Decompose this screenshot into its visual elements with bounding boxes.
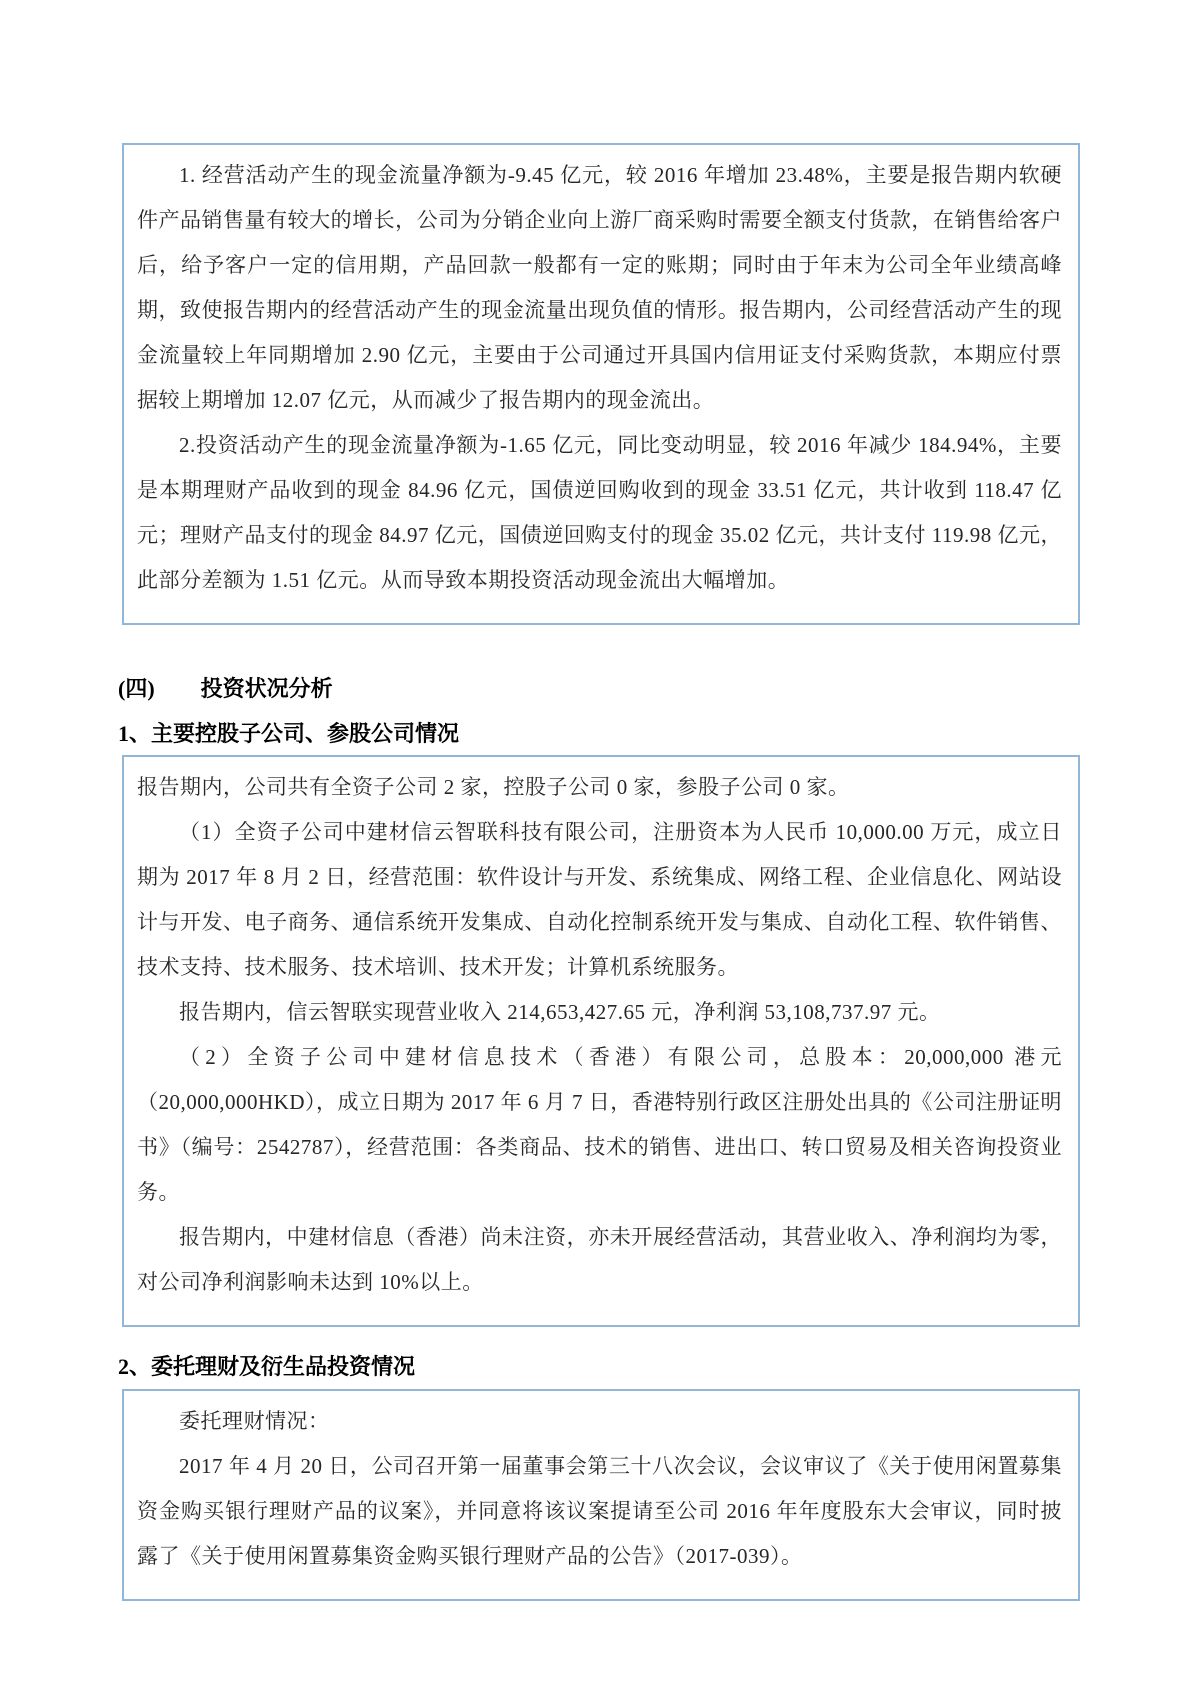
subsidiaries-subsection-heading: 1、主要控股子公司、参股公司情况: [118, 721, 460, 746]
section-number: (四): [118, 676, 155, 701]
spacer: [122, 1380, 1080, 1389]
subsidiary-2-paragraph: （2）全资子公司中建材信息技术（香港）有限公司，总股本：20,000,000 港元（20,000,000HKD），成立日期为 2017 年 6 月 7 日，香港特别行政区注册处出具的《公司注册证明书》（编号：2542787），经营范围：各类商品、技术的销售、进出口、转口贸易及相关咨询投资业务。: [137, 1045, 1062, 1204]
investing-cash-flow-paragraph: 2.投资活动产生的现金流量净额为-1.65 亿元，同比变动明显，较 2016 年减少 184.94%，主要是本期理财产品收到的现金 84.96 亿元，国债逆回购收到的现金 33.51 亿元，共计收到 118.47 亿元；理财产品支付的现金 84.97 亿元，国债逆回购支付的现金 35.02 亿元，共计支付 119.98 亿元，此部分差额为 1.51 亿元。从而导致本期投资活动现金流出大幅增加。: [137, 433, 1062, 592]
subsidiary-1-paragraph: （1）全资子公司中建材信云智联科技有限公司，注册资本为人民币 10,000.00 万元，成立日期为 2017 年 8 月 2 日，经营范围：软件设计与开发、系统集成、网络工程、企业信息化、网站设计与开发、电子商务、通信系统开发集成、自动化控制系统开发与集成、自动化工程、软件销售、技术支持、技术服务、技术培训、技术开发；计算机系统服务。: [137, 820, 1062, 979]
subsidiaries-box: [122, 755, 1080, 1327]
spacer: [122, 747, 1080, 755]
investment-analysis-section-heading: [118, 675, 1080, 703]
entrusted-wealth-board-meeting-paragraph: 2017 年 4 月 20 日，公司召开第一届董事会第三十八次会议，会议审议了《关于使用闲置募集资金购买银行理财产品的议案》，并同意将该议案提请至公司 2016 年年度股东大会审议，同时披露了《关于使用闲置募集资金购买银行理财产品的公告》（2017-039）。: [137, 1454, 1062, 1568]
operating-cash-flow-paragraph: 1. 经营活动产生的现金流量净额为-9.45 亿元，较 2016 年增加 23.48%，主要是报告期内软硬件产品销售量有较大的增长，公司为分销企业向上游厂商采购时需要全额支付货款，在销售给客户后，给予客户一定的信用期，产品回款一般都有一定的账期；同时由于年末为公司全年业绩高峰期，致使报告期内的经营活动产生的现金流量出现负值的情形。报告期内，公司经营活动产生的现金流量较上年同期增加 2.90 亿元，主要由于公司通过开具国内信用证支付采购货款，本期应付票据较上期增加 12.07 亿元，从而减少了报告期内的现金流出。: [137, 163, 1062, 412]
subsidiary-1-results-paragraph: 报告期内，信云智联实现营业收入 214,653,427.65 元，净利润 53,108,737.97 元。: [179, 1000, 941, 1024]
section-title: 投资状况分析: [200, 676, 333, 701]
entrusted-wealth-intro-paragraph: 委托理财情况：: [179, 1409, 330, 1433]
subsidiaries-summary-paragraph: 报告期内，公司共有全资子公司 2 家，控股子公司 0 家，参股子公司 0 家。: [137, 775, 850, 799]
cash-flow-analysis-box: [122, 143, 1080, 625]
subsidiary-2-results-paragraph: 报告期内，中建材信息（香港）尚未注资，亦未开展经营活动，其营业收入、净利润均为零，对公司净利润影响未达到 10%以上。: [137, 1225, 1062, 1294]
entrusted-wealth-box: [122, 1389, 1080, 1601]
entrusted-wealth-subsection-heading: 2、委托理财及衍生品投资情况: [118, 1354, 416, 1379]
